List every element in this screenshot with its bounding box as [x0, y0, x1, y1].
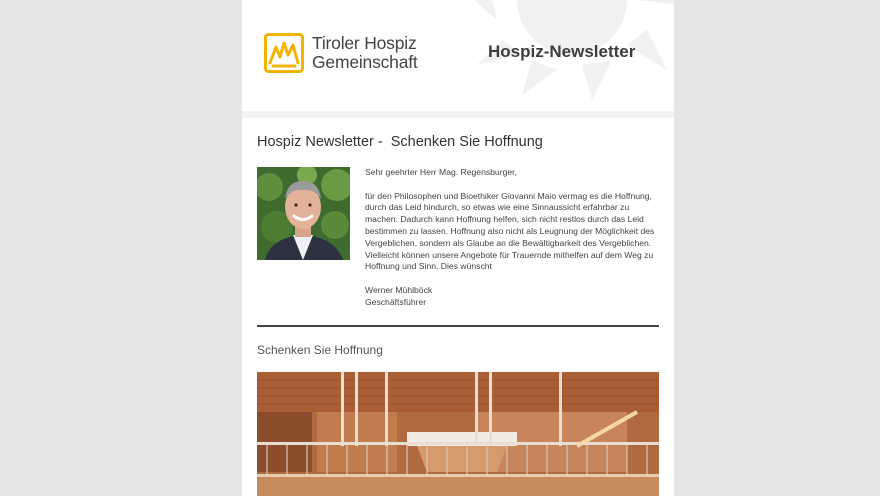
signature-name: Werner Mühlböck: [365, 284, 433, 295]
logo-line-1: Tiroler Hospiz: [312, 33, 417, 53]
newsletter-header: [242, 0, 674, 111]
building-photo[interactable]: [257, 372, 659, 496]
letter-body: für den Philosophen und Bioethiker Giovanni Maio vermag es die Hoffnung, durch das Leid hindurch, so etwas wie eine Sinnaussicht erfahrbar zu machen. Dadurch kann Hoffnung helfen, sich nicht restlos durch das Leid bestimmen zu lassen. Hoffnung also nicht als Leugnung der Möglichkeit des Vergeblichen, sondern als Glaube an die Bewältigbarkeit des Vergeblichen. Vielleicht können unsere Angebote für Trauernde mithelfen auf dem Weg zu Hoffnung und Sinn. Dies wünscht: [365, 190, 655, 272]
greeting: Sehr geehrter Herr Mag. Regensburger,: [365, 167, 517, 177]
signature-role: Geschäftsführer: [365, 296, 427, 307]
logo-wordmark: [312, 34, 418, 72]
letter-text: [365, 167, 659, 320]
sun-logo-icon: [264, 33, 304, 73]
organization-logo[interactable]: [264, 33, 418, 77]
article-headline: Hospiz Newsletter - Schenken Sie Hoffnung: [257, 134, 543, 150]
author-photo: [257, 167, 350, 260]
section-title: Schenken Sie Hoffnung: [257, 343, 383, 357]
signature: [365, 285, 659, 309]
newsletter-title: Hospiz-Newsletter: [488, 42, 636, 61]
newsletter-email: [242, 0, 674, 496]
header-separator: [242, 111, 674, 118]
section-divider: [257, 325, 659, 327]
logo-line-2: Gemeinschaft: [312, 52, 418, 72]
